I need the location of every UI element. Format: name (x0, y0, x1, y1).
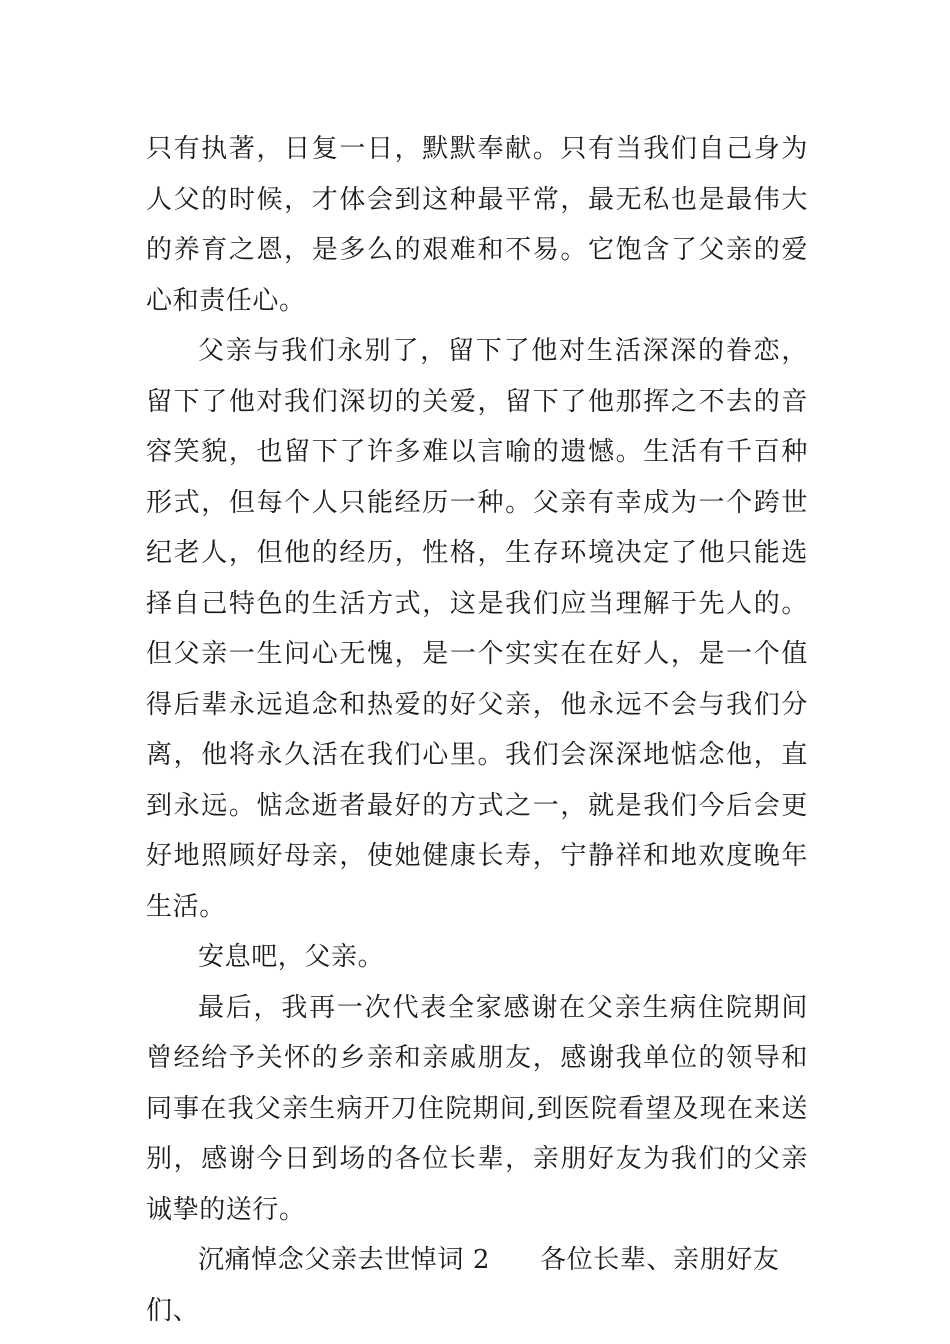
next-section-greeting: 各位长辈、亲朋好友们、 (146, 1245, 780, 1326)
paragraph-2: 父亲与我们永别了，留下了他对生活深深的眷恋，留下了他对我们深切的关爱，留下了他那挥之不去的音容笑貌，也留下了许多难以言喻的遗憾。生活有千百种形式，但每个人只能经历一种。父亲有幸成为一个跨世纪老人，但他的经历，性格，生存环境决定了他只能选择自己特色的生活方式，这是我们应当理解于先人的。但父亲一生问心无愧，是一个实实在在好人，是一个值得后辈永远追念和热爱的好父亲，他永远不会与我们分离，他将永久活在我们心里。我们会深深地惦念他，直到永远。惦念逝者最好的方式之一，就是我们今后会更好地照顾好母亲，使她健康长寿，宁静祥和地欢度晚年生活。 (146, 336, 808, 922)
next-section-title: 沉痛悼念父亲去世悼词 2 (198, 1245, 491, 1275)
paragraph-4: 最后，我再一次代表全家感谢在父亲生病住院期间曾经给予关怀的乡亲和亲戚朋友，感谢我单位的领导和同事在我父亲生病开刀住院期间,到医院看望及现在来送别，感谢今日到场的各位长辈，亲朋好友为我们的父亲诚挚的送行。 (146, 992, 808, 1225)
next-section-line (146, 1235, 808, 1336)
document-body (146, 124, 808, 1336)
paragraph-3: 安息吧，父亲。 (198, 942, 385, 972)
paragraph-1: 只有执著，日复一日，默默奉献。只有当我们自己身为人父的时候，才体会到这种最平常，最无私也是最伟大的养育之恩，是多么的艰难和不易。它饱含了父亲的爱心和责任心。 (146, 134, 808, 316)
